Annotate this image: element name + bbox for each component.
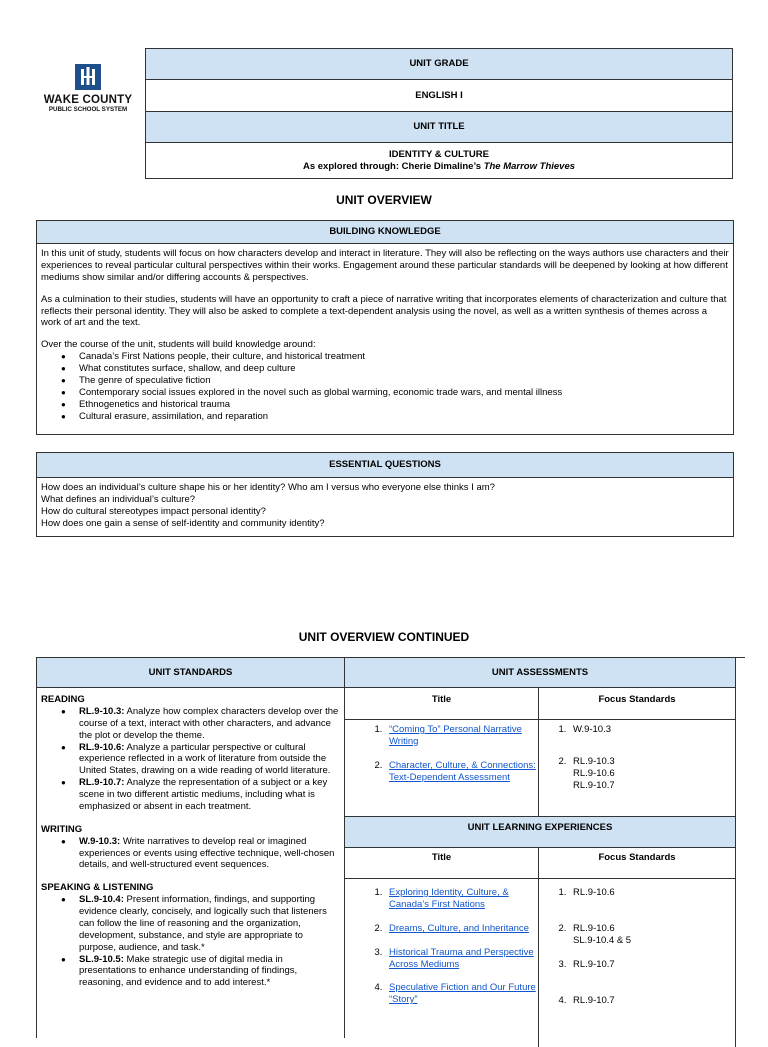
unit-header-table [145,48,733,179]
assessments-focus-header [539,688,736,720]
question-item: What defines an individual’s culture? [41,493,196,505]
focus-standards-item [569,959,735,971]
standard-code: RL.9-10.3: [79,705,125,717]
district-logo [38,64,138,116]
logo-name: WAKE COUNTY [43,94,133,106]
experience-standards-list [539,887,735,1006]
wcpss-emblem-icon [75,64,101,90]
question-item: How does one gain a sense of self-identity and community identity? [41,517,325,529]
experiences-title-header [345,847,539,879]
standard-text: Present information, findings, and supporting evidence clearly, concisely, and logically such that listeners can follow the line of reasoning and the organization, development, substance, and style are appropriate to purpose, audience, and task.* [79,894,327,953]
standard-item [79,836,340,872]
focus-standards-item [569,756,735,792]
list-item: ● Ethnogenetics and historical trauma [79,399,729,411]
question-item: How do cultural stereotypes impact personal identity? [41,505,266,517]
experiences-standards [539,879,736,1047]
focus-standards-item [569,887,735,899]
standard-code: W.9-10.3: [79,835,121,847]
unit-assessments-label [345,658,736,688]
focus-standard: 2. RL.9-10.3 [573,755,615,767]
assessment-standards-list [539,724,735,792]
title-col-text: Title [431,694,452,705]
assessment-item [385,760,538,784]
focus-standard: RL.9-10.7 [573,779,615,791]
overview-paragraph-3: Over the course of the unit, students will build knowledge around: [41,339,316,351]
experience-link[interactable]: Historical Trauma and Perspective Across Mediums [389,946,534,970]
writing-heading: WRITING [41,823,83,835]
focus-standard: RL.9-10.7 [573,994,615,1006]
standard-text: Write narratives to develop real or imagined experiences or events using effective technique, well-chosen details, and well-structured event sequences. [79,835,335,871]
standard-item [79,777,340,813]
unit-standards-column [37,658,345,1038]
experience-link[interactable]: Dreams, Culture, and Inheritance [389,922,529,934]
knowledge-list [41,351,729,422]
experience-item [385,982,538,1006]
standard-text: Analyze how complex characters develop over the course of a text, interact with other characters, and advance the plot or develop the theme. [79,705,339,741]
focus-standards-item [569,923,735,947]
focus-standard: SL.9-10.4 & 5 [573,934,632,946]
standard-item [79,954,340,990]
question-item: How does an individual’s culture shape his or her identity? Who am I versus who everyone else thinks I am? [41,482,495,493]
assessment-list [345,724,538,784]
standard-code: SL.9-10.5: [79,953,124,965]
list-item: ● Contemporary social issues explored in the novel such as global warming, economic trade wars, and mental illness [79,387,729,399]
essential-questions-label: ESSENTIAL QUESTIONS [37,453,734,478]
unit-grade-label: UNIT GRADE [146,49,733,80]
reading-heading: READING [41,694,85,705]
focus-standard: RL.9-10.6 [573,767,615,779]
standard-item [79,742,340,778]
speaking-standards [41,894,340,989]
experience-item [385,923,538,935]
focus-standard: RL.9-10.7 [573,958,615,970]
experience-link[interactable]: Exploring Identity, Culture, & Canada’s First Nations [389,887,509,910]
standard-text: Analyze a particular perspective or cultural experience reflected in a work of literature from outside the United States, drawing on a wide reading of world literature. [79,741,331,777]
unit-title-label: UNIT TITLE [146,112,733,143]
focus-standards-item [569,995,735,1007]
writing-standards [41,836,340,872]
standard-code: SL.9-10.4: [79,894,124,906]
experience-item [385,947,538,971]
explored-prefix: As explored through: Cherie Dimaline’s [302,160,484,172]
building-knowledge-table [36,220,734,435]
building-knowledge-body [37,244,734,435]
unit-overview-heading: UNIT OVERVIEW [336,193,432,207]
unit-grade-value: ENGLISH I [146,80,733,112]
standard-item [79,706,340,742]
standard-code: RL.9-10.7: [79,777,125,789]
standard-text: Analyze the representation of a subject or a key scene in two different artistic mediums, including what is emphasized or absent in each treatment. [79,777,328,812]
experience-link[interactable]: Speculative Fiction and Our Future “Story” [389,982,536,1006]
book-title: The Marrow Thieves [483,160,576,172]
assessments-standards [539,720,736,820]
explored-through [146,161,732,173]
standard-code: RL.9-10.6: [79,741,125,753]
essential-questions-table [36,452,734,537]
focus-standards-item [569,724,735,736]
unit-assessments-column [345,658,744,1038]
standards-and-assessments [36,657,745,1038]
essential-questions-body [37,478,734,537]
assessment-link[interactable]: Character, Culture, & Connections: Text-Dependent Assessment [389,759,536,783]
assessments-titles [345,720,539,820]
focus-standard: W.9-10.3 [573,724,612,735]
speaking-heading: SPEAKING & LISTENING [41,882,154,894]
focus-col-text: Focus Standards [598,694,676,705]
list-item: ● Canada’s First Nations people, their culture, and historical treatment [79,351,729,363]
experience-list [345,887,538,1006]
standard-text: Make strategic use of digital media in presentations to enhance understanding of findings, reasoning, and evidence and to add interest.* [79,953,298,989]
experience-item [385,887,538,911]
list-item: ● The genre of speculative fiction [79,375,729,387]
building-knowledge-label: BUILDING KNOWLEDGE [37,221,734,244]
experiences-focus-header [539,847,736,879]
unit-assessments-text: UNIT ASSESSMENTS [491,667,589,678]
reading-standards [41,706,340,813]
title-col-text: Title [431,852,452,863]
focus-standard: 2. RL.9-10.6 [573,922,615,934]
logo-subname: PUBLIC SCHOOL SYSTEM [48,106,128,113]
assessment-link[interactable]: “Coming To” Personal Narrative Writing [389,724,522,747]
focus-col-text: Focus Standards [598,852,676,863]
focus-standard: RL.9-10.6 [573,887,615,898]
list-item: ● Cultural erasure, assimilation, and reparation [79,411,729,423]
standards-body [37,688,344,989]
experiences-titles [345,879,539,1047]
list-item: ● What constitutes surface, shallow, and deep culture [79,363,729,375]
unit-standards-text: UNIT STANDARDS [148,667,233,678]
overview-paragraph-1: In this unit of study, students will focus on how characters develop and interact in literature. They will also be reflecting on the ways authors use characters and their experiences to reveal particular cultural perspectives within their works. Engagement around these particular standards will be deepened by looking at how different mediums show similar and/or differing accounts & perspectives. [41,248,729,283]
learning-experiences-text: UNIT LEARNING EXPERIENCES [467,822,613,833]
standard-item [79,894,340,953]
learning-experiences-label [345,816,736,848]
unit-title-value: IDENTITY & CULTURE [389,148,489,160]
unit-title-cell [146,143,733,179]
overview-paragraph-2: As a culmination to their studies, students will have an opportunity to craft a piece of narrative writing that incorporates elements of characterization and culture that reflects their personal identity. They will also be asked to complete a text-dependent analysis using the novel, as well as a written synthesis of themes across a work of art and the text. [41,293,727,329]
assessments-title-header [345,688,539,720]
overview-continued-heading: UNIT OVERVIEW CONTINUED [298,630,470,644]
assessment-item [385,724,538,748]
unit-standards-label [37,658,344,688]
